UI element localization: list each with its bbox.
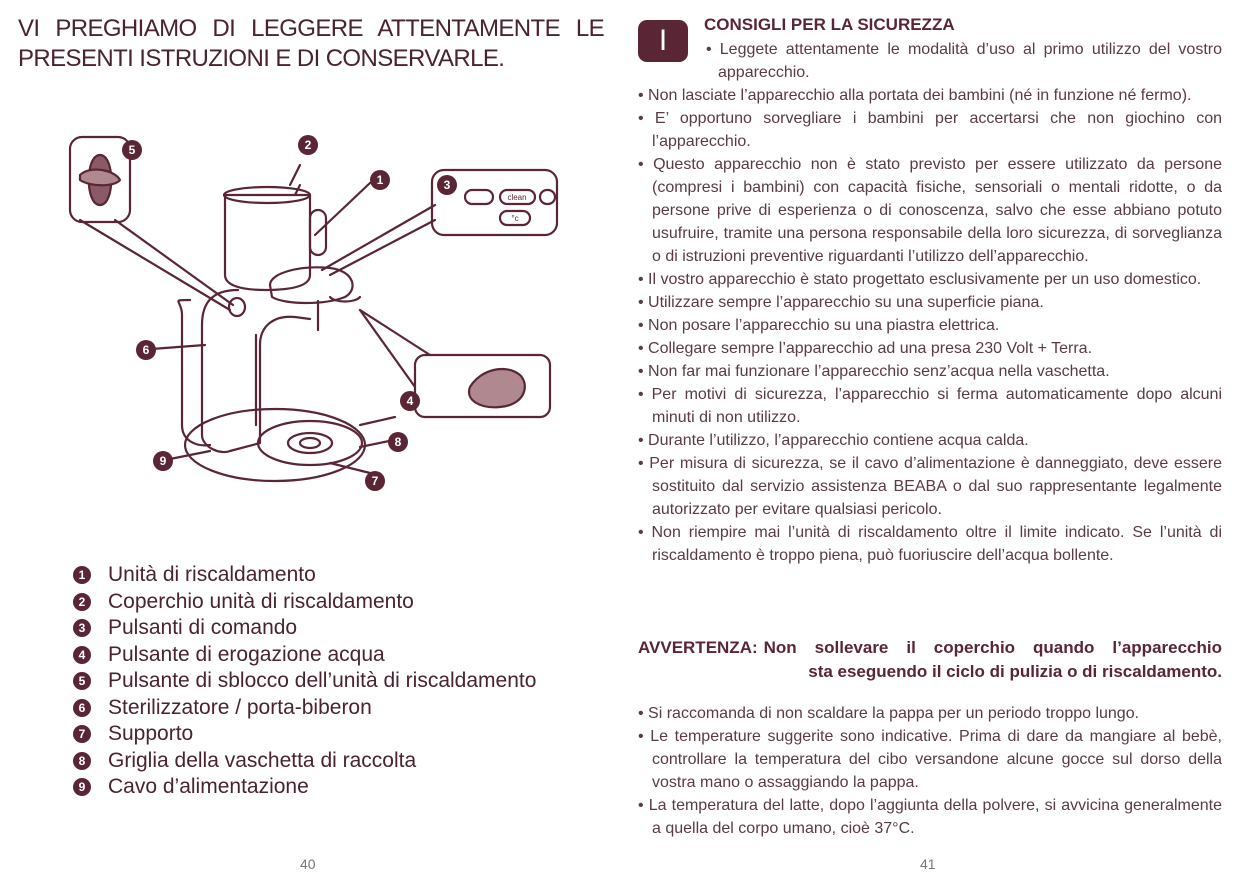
callout-1 [370, 170, 390, 190]
callout-6 [136, 340, 156, 360]
heating-unit [225, 195, 310, 290]
control-head [270, 267, 353, 303]
warning-line-2: sta eseguendo il ciclo di pulizia o di riscaldamento. [808, 662, 1222, 681]
list-item: • E’ opportuno sorvegliare i bambini per accertarsi che non giochino con l’apparecchio. [638, 110, 1222, 150]
list-item: • Le temperature suggerite sono indicative. Prima di dare da mangiare al bebè, controllare la temperatura del cibo versandone alcune gocce sul dorso della vostra mano o assaggiando la pappa. [638, 728, 1222, 791]
intro-heading: VI PREGHIAMO DI LEGGERE ATTENTAMENTE LE PRESENTI ISTRUZIONI E DI CONSERVARLE. [18, 15, 604, 72]
list-item: • Per misura di sicurezza, se il cavo d’alimentazione è danneggiato, deve essere sostituito dal servizio assistenza BEABA o dal suo rappresentante legalmente autorizzato per evitare qualsiasi pericolo. [638, 455, 1222, 518]
legend-item: 2 Coperchio unità di riscaldamento [73, 589, 536, 616]
list-item: • Non riempire mai l’unità di riscaldamento oltre il limite indicato. Se l’unità di riscaldamento è troppo piena, può fuoriuscire dell’acqua bollente. [638, 524, 1222, 564]
list-item: • Utilizzare sempre l’apparecchio su una superficie piana. [638, 294, 1044, 311]
product-illustration [60, 125, 560, 505]
safety-list [638, 38, 1222, 567]
legend-item: 4 Pulsante di erogazione acqua [73, 642, 536, 669]
callout-5 [122, 140, 142, 160]
svg-text:6: 6 [142, 343, 150, 357]
warning-label: AVVERTENZA: [638, 638, 758, 657]
warning-block [638, 636, 1222, 684]
page-number-right: 41 [920, 856, 936, 872]
legend-item: 1 Unità di riscaldamento [73, 562, 536, 589]
legend-item: 5 Pulsante di sblocco dell’unità di riscaldamento [73, 668, 536, 695]
svg-text:4: 4 [406, 394, 414, 408]
page-number-left: 40 [300, 856, 316, 872]
list-item: • Collegare sempre l’apparecchio ad una presa 230 Volt + Terra. [638, 340, 1093, 357]
list-item: • Il vostro apparecchio è stato progettato esclusivamente per un uso domestico. [638, 271, 1202, 288]
left-page [0, 0, 620, 886]
list-item: • Leggete attentamente le modalità d’uso al primo utilizzo del vostro apparecchio. [706, 41, 1222, 81]
drip-tray [258, 421, 362, 465]
warning-line-1: Non sollevare il coperchio quando l’apparecchio [763, 638, 1222, 657]
svg-text:1: 1 [376, 173, 384, 187]
list-item: • Questo apparecchio non è stato previsto per essere utilizzato da persone (compresi i bambini) con capacità fisiche, sensoriali o mentali ridotte, o da persone prive di esperienza o di conoscenza, salvo che esse abbiano potuto usufruire, tramite una persona responsabile della loro sicurezza, di sorveglianza o di istruzioni preventive riguardanti l’utilizzo dell’apparecchio. [638, 156, 1222, 265]
panel-clean-label: clean [507, 193, 527, 202]
parts-legend [73, 562, 536, 801]
list-item: • Non posare l’apparecchio su una piastra elettrica. [638, 317, 1000, 334]
svg-text:9: 9 [159, 454, 167, 468]
list-item: • Non far mai funzionare l’apparecchio senz’acqua nella vaschetta. [638, 363, 1110, 380]
svg-text:2: 2 [304, 138, 312, 152]
list-item: • Non lasciate l’apparecchio alla portata dei bambini (né in funzione né fermo). [638, 87, 1192, 104]
callout-2 [298, 135, 318, 155]
legend-item: 7 Supporto [73, 721, 536, 748]
list-item: • Durante l’utilizzo, l’apparecchio contiene acqua calda. [638, 432, 1029, 449]
legend-item: 6 Sterilizzatore / porta-biberon [73, 695, 536, 722]
panel-temp-label: °c [511, 214, 519, 223]
legend-item: 9 Cavo d’alimentazione [73, 774, 536, 801]
list-item: • Per motivi di sicurezza, l’apparecchio si ferma automaticamente dopo alcuni minuti di non utilizzo. [638, 386, 1222, 426]
list-item: • La temperatura del latte, dopo l’aggiunta della polvere, si avvicina generalmente a quella del corpo umano, cioè 37°C. [638, 797, 1222, 837]
legend-item: 8 Griglia della vaschetta di raccolta [73, 748, 536, 775]
section-title: CONSIGLI PER LA SICUREZZA [704, 15, 955, 34]
callout-7 [365, 471, 385, 491]
callout-8 [388, 432, 408, 452]
svg-text:7: 7 [371, 474, 379, 488]
svg-text:5: 5 [128, 143, 136, 157]
callout-3 [437, 175, 457, 195]
list-item: • Si raccomanda di non scaldare la pappa per un periodo troppo lungo. [638, 705, 1140, 722]
svg-text:8: 8 [394, 435, 402, 449]
callout-9 [153, 451, 173, 471]
language-badge: I [638, 20, 688, 62]
callout-4 [400, 391, 420, 411]
right-page [620, 0, 1241, 886]
support-base [185, 409, 365, 481]
food-temperature-list [638, 702, 1222, 840]
legend-item: 3 Pulsanti di comando [73, 615, 536, 642]
svg-text:3: 3 [443, 178, 451, 192]
sterilizer-body [178, 300, 210, 445]
